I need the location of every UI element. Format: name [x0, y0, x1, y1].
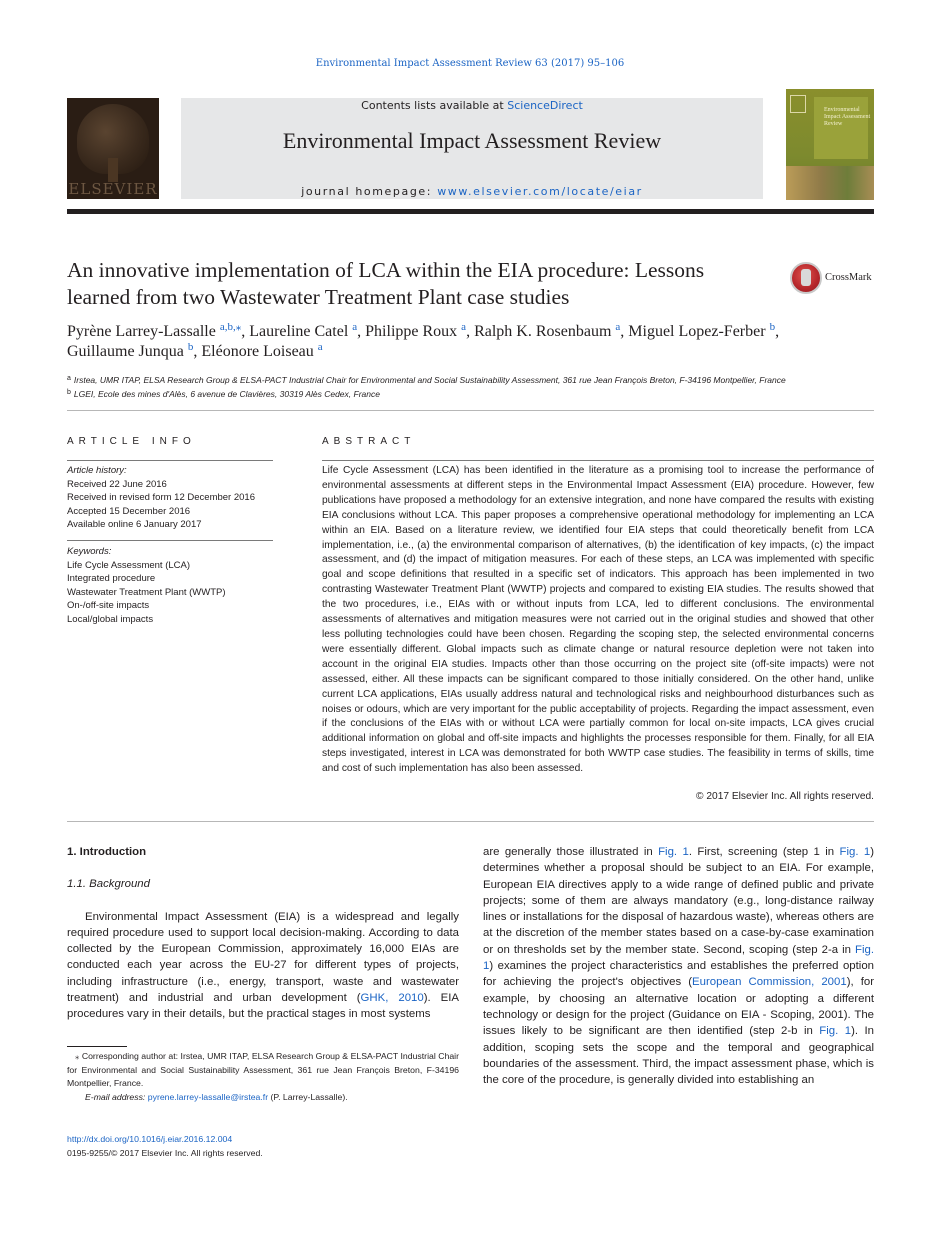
history-item: Available online 6 January 2017 [67, 519, 202, 530]
affiliation: $^a$ Irstea, UMR ITAP, ELSA Research Group & ELSA-PACT Industrial Chair for Environmental and Social Sustainability Assessment, 361 rue Jean François Breton, F-34196 Montpellier, France [67, 375, 786, 385]
header-rule [67, 209, 874, 214]
journal-citation-link[interactable]: Environmental Impact Assessment Review 63 (2017) 95–106 [315, 58, 625, 69]
email-link[interactable]: pyrene.larrey-lassalle@irstea.fr [147, 1091, 269, 1102]
reference-link[interactable]: GHK, 2010 [360, 992, 424, 1005]
keyword: Wastewater Treatment Plant (WWTP) [67, 586, 226, 598]
crossmark-icon [790, 262, 822, 294]
footnote: ⁎ Corresponding author at: Irstea, UMR ITAP, ELSA Research Group & ELSA-PACT Industrial Chair for Environmental and Social Sustainability Assessment, 361 rue Jean François Breton, F-34196 Montpellier, France. E-mail address: pyrene.larrey-lassalle@irstea.fr (P. Larrey-Lassalle). [67, 1051, 459, 1102]
author[interactable]: Eléonore Loiseau $^a$ [201, 341, 323, 360]
footnote-rule [67, 1046, 127, 1047]
author[interactable]: Ralph K. Rosenbaum $^a$ [474, 321, 621, 340]
abstract-text: Life Cycle Assessment (LCA) has been identified in the literature as a promising tool to increase the performance of environmental assessments at different steps in the Environmental Impact Assessment (EIA) procedure. However, few publications have proposed a methodology for an extensive integration, and none have compared the results with existing EIA conclusions without LCA. This paper proposes a comprehensive operational methodology for implementing an LCA within an EIA. Based on a literature review, we identified four EIA steps that could theoretically benefit from LCA implementation, i.e., (a) the environmental comparison of alternatives, (b) the identification of key impacts, (c) the impact assessment, and (d) the impact of mitigation measures. For each of these steps, an LCA was implemented with specific goal and scope definitions that resulted in a specific set of indicators. This approach has been implemented in two contrasting Wastewater Treatment Plant (WWTP) projects and compared to existing EIA studies. The results showed that the two procedures, i.e., EIAs with or without inputs from LCA, led to different conclusions. The environmental assessments of alternatives and mitigation measures were not carried out in the original studies and showed that other less polluting technologies could have been chosen. Regarding the scoping step, the selected environmental concerns were essentially different. Global impacts such as climate change or natural resource depletion were not taken into account in the original EIA studies. Impacts other than those occurring on the project site (off-site impacts) were not assessed, either. All these impacts can be significant compared to those initially considered. On the other hand, unlike current LCA applications, EIAs usually address natural and technological risks and neighbourhood disturbances such as noises or odours, which are very important for the public acceptability of projects. Regarding the impact assessment, even if the conclusions of the EIAs with or without LCA were partially common for local on-site impacts, LCA gives crucial additional information on global and off-site impacts and highlights the processes responsible for them. Finally, for all EIA steps investigated, interest in LCA was demonstrated for both WWTP case studies. The feasibility in terms of skills, time and cost of such implementation has also been assessed. [322, 465, 874, 775]
abstract-heading: ABSTRACT [322, 436, 416, 447]
keywords: Keywords: Life Cycle Assessment (LCA) Integrated procedure Wastewater Treatment Plant (WWTP) On-/off-site impacts Local/global impacts [67, 545, 273, 626]
contents-line: Contents lists available at ScienceDirect [361, 99, 583, 112]
divider [67, 460, 273, 461]
article-history: Article history: Received 22 June 2016 Received in revised form 12 December 2016 Accepted 15 December 2016 Available online 6 January 2017 [67, 464, 273, 532]
body-right-column [483, 844, 874, 1088]
divider [322, 460, 874, 461]
author[interactable]: Laureline Catel $^a$ [249, 321, 358, 340]
subsection-heading: 1.1. Background [67, 878, 150, 891]
author-list: Pyrène Larrey-Lassalle $^{a,b,⁎}$, Laureline Catel $^a$, Philippe Roux $^a$, Ralph K. Rosenbaum $^a$, Miguel Lopez-Ferber $^b$, Guillaume Junqua $^b$, Eléonore Loiseau $^a$ [67, 321, 780, 360]
paragraph: Environmental Impact Assessment (EIA) is a widespread and legally required procedure used to support local decision-making. According to data collected by the European Commission, approximately 16,000 EIAs are conducted each year across the EU-27 for different types of projects, including infrastructure (i.e., energy, transport, waste and wastewater treatment) and industrial and urban development (GHK, 2010). EIA procedures vary in their details, but the practical stages in most systems [67, 910, 459, 1021]
elsevier-wordmark: ELSEVIER [68, 180, 158, 198]
figure-link[interactable]: Fig. 1 [839, 846, 871, 858]
journal-banner [181, 98, 763, 199]
author[interactable]: Miguel Lopez-Ferber $^b$ [628, 321, 776, 340]
issn-line: 0195-9255/© 2017 Elsevier Inc. All rights reserved. [67, 1147, 263, 1158]
keyword: On-/off-site impacts [67, 600, 150, 611]
figure-link[interactable]: Fig. 1 [819, 1025, 852, 1038]
article-title: An innovative implementation of LCA within the EIA procedure: Lessons learned from two Wastewater Treatment Plant case studies [67, 258, 705, 309]
elsevier-logo [67, 98, 159, 199]
paragraph: are generally those illustrated in Fig. 1. First, screening (step 1 in Fig. 1) determines whether a proposal should be subject to an EIA. For example, European EIA directives apply to a wide range of defined public and private projects; some of them are always mandatory (e.g., long-distance railway lines or installations for the disposal of hazardous waste), whereas others are at the discretion of the member states based on a case-by-case examination or on thresholds set by the member state. Second, scoping (step 2-a in Fig. 1) examines the project characteristics and establishes the preferred option for achieving the project's objectives (European Commission, 2001), for example, by choosing an alternative location or adopting a different technology or design for the project (Guidance on EIA - Scoping, 2001). The issues likely to be significant are then identified (step 2-b in Fig. 1). In addition, scoping sets the scope and the temporal and geographical boundaries of the assessment. Third, the impact assessment phase, which is the core of the procedure, is generally divided into establishing an [483, 846, 875, 1087]
cover-title: Environmental Impact Assessment Review [824, 107, 871, 127]
affiliations [67, 374, 877, 401]
keyword: Life Cycle Assessment (LCA) [67, 559, 191, 571]
article-info-heading: ARTICLE INFO [67, 436, 196, 447]
cover-badge-icon [790, 95, 806, 113]
figure-link[interactable]: Fig. 1 [658, 846, 689, 858]
sciencedirect-link[interactable]: ScienceDirect [507, 99, 583, 112]
homepage-link[interactable]: www.elsevier.com/locate/eiar [437, 185, 643, 198]
figure-link[interactable]: Fig. 1 [483, 943, 874, 973]
journal-homepage: journal homepage: www.elsevier.com/locate/eiar [301, 185, 643, 198]
history-item: Received 22 June 2016 [67, 478, 167, 490]
author[interactable]: Guillaume Junqua $^b$ [67, 341, 194, 360]
journal-title: Environmental Impact Assessment Review [282, 128, 662, 153]
body-left-column [67, 844, 459, 1023]
keyword: Integrated procedure [67, 573, 156, 584]
keyword: Local/global impacts [67, 613, 154, 625]
journal-cover [786, 89, 874, 200]
crossmark-label: CrossMark [825, 272, 872, 283]
author[interactable]: Pyrène Larrey-Lassalle $^{a,b,⁎}$ [67, 321, 242, 340]
section-heading: 1. Introduction [67, 846, 147, 858]
doi-link[interactable]: http://dx.doi.org/10.1016/j.eiar.2016.12.004 [67, 1134, 233, 1144]
divider [67, 540, 273, 541]
divider [67, 821, 874, 822]
reference-link[interactable]: European Commission, 2001 [692, 976, 847, 989]
journal-citation[interactable] [0, 58, 925, 69]
page-footer [67, 1133, 263, 1160]
abstract-copyright: © 2017 Elsevier Inc. All rights reserved. [696, 791, 874, 802]
crossmark-badge[interactable] [790, 262, 880, 294]
history-item: Received in revised form 12 December 2016 [67, 492, 255, 503]
divider [67, 410, 874, 411]
author[interactable]: Philippe Roux $^a$ [365, 321, 467, 340]
affiliation: $^b$ LGEI, Ecole des mines d'Alès, 6 avenue de Clavières, 30319 Alès Cedex, France [67, 388, 380, 399]
history-item: Accepted 15 December 2016 [67, 505, 191, 517]
